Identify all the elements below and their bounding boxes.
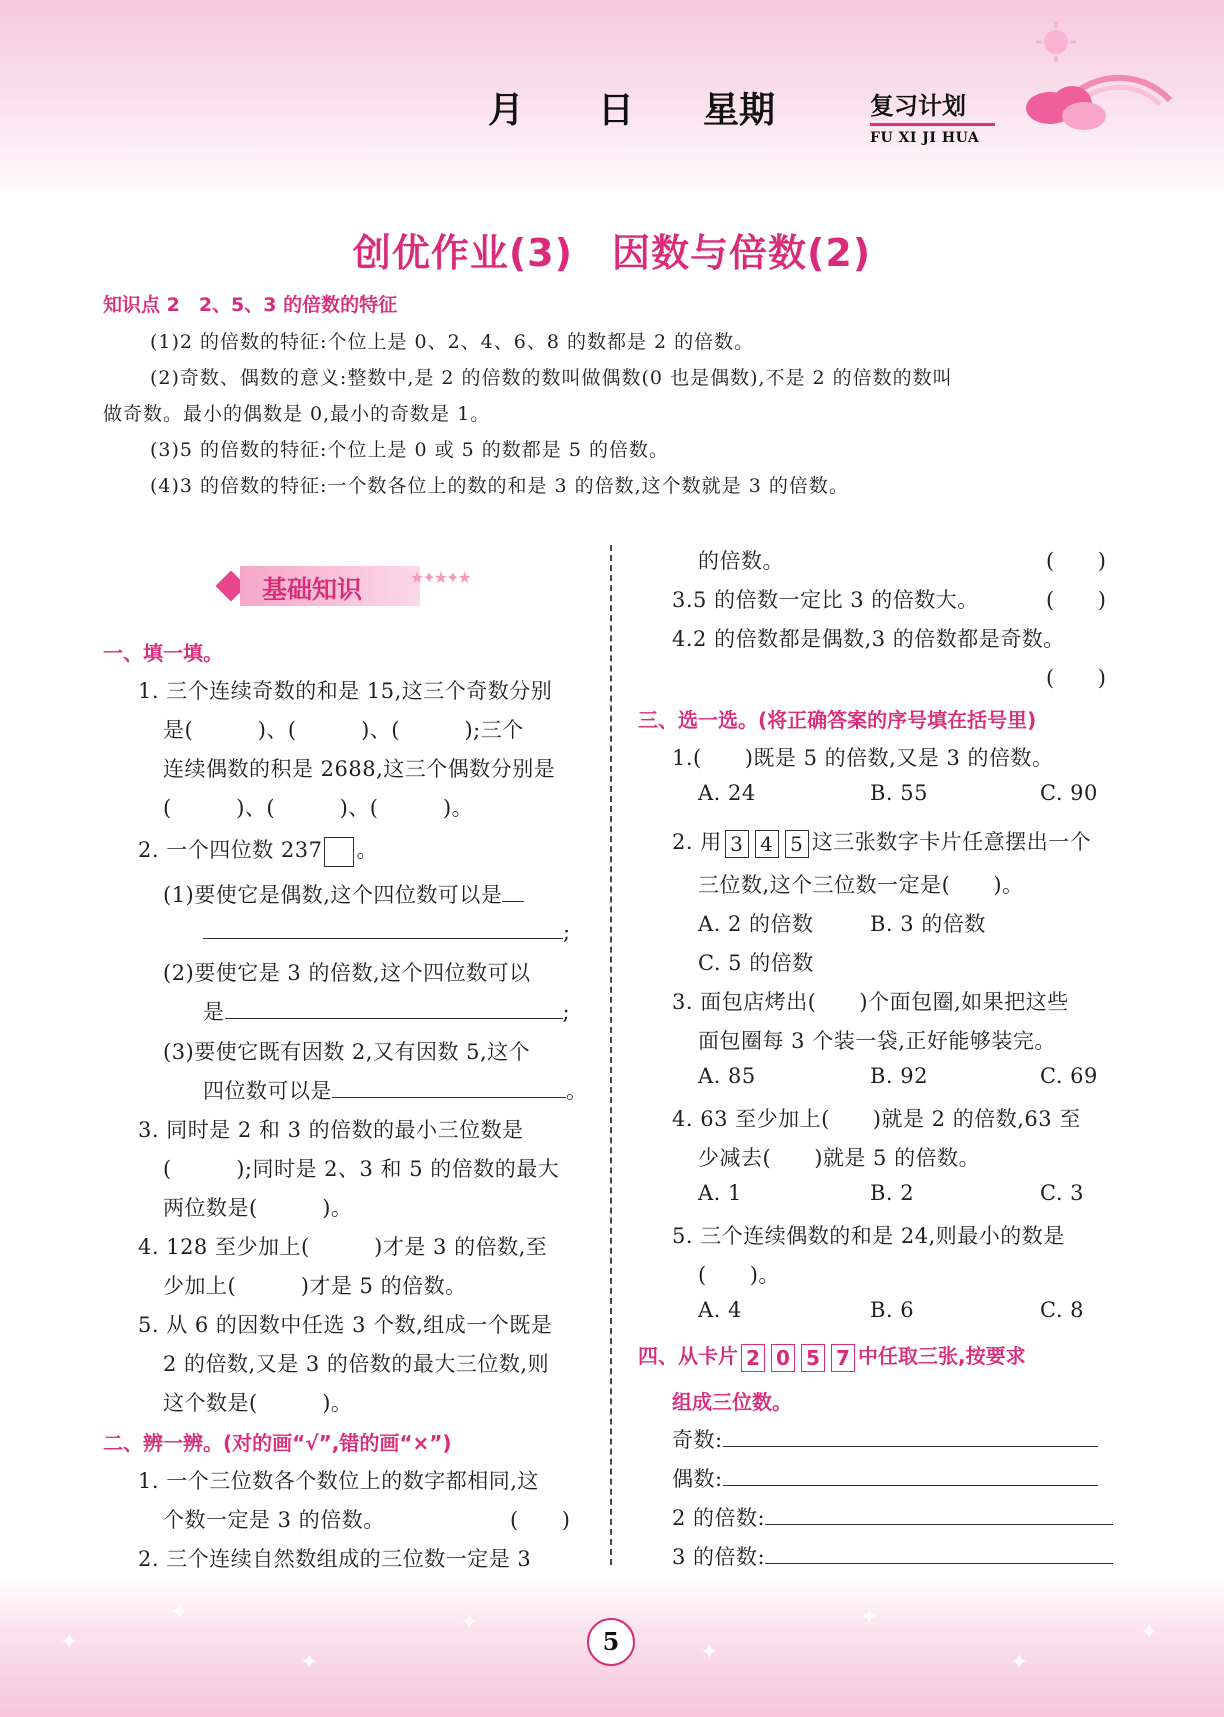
knowledge-line: (2)奇数、偶数的意义:整数中,是 2 的倍数的数叫做偶数(0 也是偶数),不是 2 的倍数的数叫: [150, 367, 953, 389]
digit-card: 4: [755, 830, 779, 858]
answer-row-label: 偶数:: [672, 1467, 723, 1491]
sparkle-icon: ✦: [460, 1610, 479, 1635]
column-divider: [610, 545, 612, 1565]
sun-cloud-rainbow-icon: [1020, 20, 1180, 140]
answer-row-label: 3 的倍数:: [672, 1545, 766, 1569]
stars-icon: ★✦★✦★: [410, 568, 470, 587]
option-b[interactable]: B. 6: [870, 1298, 915, 1322]
part3-heading: 三、选一选。(将正确答案的序号填在括号里): [638, 708, 1037, 732]
heading-text: 中任取三张,按要求: [858, 1344, 1026, 1368]
digit-card: 2: [741, 1344, 765, 1372]
punctuation: 。: [566, 1079, 588, 1103]
answer-blank[interactable]: [203, 918, 563, 939]
question-line: [203, 1075, 588, 1105]
question-line: 1. 三个连续奇数的和是 15,这三个奇数分别: [138, 679, 553, 703]
knowledge-point-title: 知识点 2 2、5、3 的倍数的特征: [103, 294, 398, 316]
question-line: 的倍数。: [698, 549, 784, 573]
day-label: 日: [598, 89, 635, 131]
question-text: 这三张数字卡片任意摆出一个: [811, 830, 1092, 854]
knowledge-line: (1)2 的倍数的特征:个位上是 0、2、4、6、8 的数都是 2 的倍数。: [150, 331, 755, 353]
option-a[interactable]: A. 4: [698, 1298, 742, 1322]
question-line: 4. 128 至少加上( )才是 3 的倍数,至: [138, 1235, 548, 1259]
option-c[interactable]: C. 8: [1040, 1298, 1085, 1322]
option-b[interactable]: B. 92: [870, 1064, 929, 1088]
sparkle-icon: ✦: [860, 1605, 879, 1630]
option-b[interactable]: B. 2: [870, 1181, 915, 1205]
question-line: 5. 三个连续偶数的和是 24,则最小的数是: [672, 1224, 1065, 1248]
option-a[interactable]: A. 24: [698, 781, 756, 805]
answer-blank[interactable]: [723, 1465, 1098, 1486]
heading-text: 四、从卡片: [638, 1344, 738, 1368]
question-line: 三位数,这个三位数一定是( )。: [698, 873, 1024, 897]
part4-heading: [638, 1340, 1026, 1372]
question-line: 少加上( )才是 5 的倍数。: [163, 1274, 467, 1298]
question-line: 3. 面包店烤出( )个面包圈,如果把这些: [672, 990, 1069, 1014]
answer-row: [672, 1424, 1098, 1454]
question-line: 1.( )既是 5 的倍数,又是 3 的倍数。: [672, 746, 1054, 770]
weekday-label: 星期: [703, 89, 776, 131]
question-line: [672, 826, 1091, 858]
page-number: 5: [587, 1618, 635, 1666]
answer-paren[interactable]: ( ): [1046, 549, 1107, 573]
sparkle-icon: ✦: [170, 1600, 189, 1625]
punctuation: ;: [563, 920, 571, 944]
review-plan-pinyin: FU XI JI HUA: [870, 130, 980, 146]
part2-heading: 二、辨一辨。(对的画“√”,错的画“×”): [103, 1431, 452, 1455]
sparkle-icon: ✦: [700, 1640, 719, 1665]
sparkle-icon: ✦: [300, 1650, 319, 1675]
punctuation: ;: [562, 1000, 571, 1024]
digit-card: 7: [831, 1344, 855, 1372]
answer-blank[interactable]: [225, 998, 563, 1019]
option-c[interactable]: C. 3: [1040, 1181, 1085, 1205]
review-plan-title: 复习计划: [870, 86, 995, 126]
question-line: 是( )、( )、( );三个: [163, 718, 524, 742]
question-line: 面包圈每 3 个装一袋,正好能够装完。: [698, 1029, 1056, 1053]
question-line: [138, 834, 378, 867]
answer-row: [672, 1541, 1113, 1571]
sub-question-text: 是: [203, 1000, 225, 1024]
question-line: [203, 918, 571, 944]
page-title: 创优作业(3) 因数与倍数(2): [352, 231, 872, 275]
option-a[interactable]: A. 1: [698, 1181, 742, 1205]
answer-blank[interactable]: [765, 1543, 1113, 1564]
answer-row-label: 2 的倍数:: [672, 1506, 766, 1530]
q2-stem: 2. 一个四位数 237: [138, 838, 323, 862]
answer-row: [672, 1502, 1113, 1532]
answer-row-label: 奇数:: [672, 1428, 723, 1452]
option-a[interactable]: A. 85: [698, 1064, 756, 1088]
question-line: [163, 879, 524, 909]
answer-blank[interactable]: [502, 881, 524, 902]
digit-card: 0: [771, 1344, 795, 1372]
question-line: 2. 三个连续自然数组成的三位数一定是 3: [138, 1547, 532, 1571]
question-line: ( )。: [698, 1263, 780, 1287]
sub-question-text: (1)要使它是偶数,这个四位数可以是: [163, 883, 503, 907]
question-line: 两位数是( )。: [163, 1196, 353, 1220]
option-b[interactable]: B. 3 的倍数: [870, 912, 986, 936]
sparkle-icon: ✦: [1010, 1650, 1029, 1675]
digit-box[interactable]: [324, 837, 354, 867]
question-line: 4.2 的倍数都是偶数,3 的倍数都是奇数。: [672, 627, 1065, 651]
knowledge-line: 做奇数。最小的偶数是 0,最小的奇数是 1。: [103, 403, 491, 425]
digit-card: 3: [725, 830, 749, 858]
answer-blank[interactable]: [723, 1426, 1098, 1447]
knowledge-line: (3)5 的倍数的特征:个位上是 0 或 5 的数都是 5 的倍数。: [150, 439, 669, 461]
option-a[interactable]: A. 2 的倍数: [698, 912, 814, 936]
option-c[interactable]: C. 69: [1040, 1064, 1098, 1088]
option-c[interactable]: C. 90: [1040, 781, 1098, 805]
option-c[interactable]: C. 5 的倍数: [698, 951, 814, 975]
answer-row: [672, 1463, 1098, 1493]
question-line: 5. 从 6 的因数中任选 3 个数,组成一个既是: [138, 1313, 553, 1337]
question-line: 个数一定是 3 的倍数。: [163, 1508, 385, 1532]
digit-card: 5: [785, 830, 809, 858]
answer-paren[interactable]: ( ): [1046, 666, 1107, 690]
part1-heading: 一、填一填。: [103, 641, 223, 665]
question-line: 2 的倍数,又是 3 的倍数的最大三位数,则: [163, 1352, 550, 1376]
answer-blank[interactable]: [332, 1077, 566, 1098]
answer-paren[interactable]: ( ): [510, 1508, 571, 1532]
question-line: ( );同时是 2、3 和 5 的倍数的最大: [163, 1157, 560, 1181]
answer-paren[interactable]: ( ): [1046, 588, 1107, 612]
review-plan-badge: [870, 86, 995, 146]
q2-end: 。: [356, 838, 378, 862]
month-label: 月: [488, 89, 525, 131]
sparkle-icon: ✦: [60, 1630, 79, 1655]
section-badge-label: 基础知识: [262, 575, 363, 604]
question-line: 3.5 的倍数一定比 3 的倍数大。: [672, 588, 979, 612]
question-line: 连续偶数的积是 2688,这三个偶数分别是: [163, 757, 556, 781]
digit-card: 5: [801, 1344, 825, 1372]
question-line: 这个数是( )。: [163, 1391, 353, 1415]
question-line: 3. 同时是 2 和 3 的倍数的最小三位数是: [138, 1118, 524, 1142]
question-line: 1. 一个三位数各个数位上的数字都相同,这: [138, 1469, 539, 1493]
question-text: 2. 用: [672, 830, 722, 854]
knowledge-line: (4)3 的倍数的特征:一个数各位上的数的和是 3 的倍数,这个数就是 3 的倍数。: [150, 475, 849, 497]
sparkle-icon: ✦: [1140, 1620, 1159, 1645]
answer-blank[interactable]: [765, 1504, 1113, 1525]
section-badge: [220, 562, 470, 612]
option-b[interactable]: B. 55: [870, 781, 929, 805]
sub-question-text: 四位数可以是: [203, 1079, 332, 1103]
question-line: 少减去( )就是 5 的倍数。: [698, 1146, 981, 1170]
question-line: 4. 63 至少加上( )就是 2 的倍数,63 至: [672, 1107, 1081, 1131]
question-line: [203, 996, 570, 1026]
question-line: (3)要使它既有因数 2,又有因数 5,这个: [163, 1040, 531, 1064]
part4-heading-line2: 组成三位数。: [672, 1390, 792, 1414]
question-line: (2)要使它是 3 的倍数,这个四位数可以: [163, 961, 531, 985]
question-line: ( )、( )、( )。: [163, 796, 474, 820]
